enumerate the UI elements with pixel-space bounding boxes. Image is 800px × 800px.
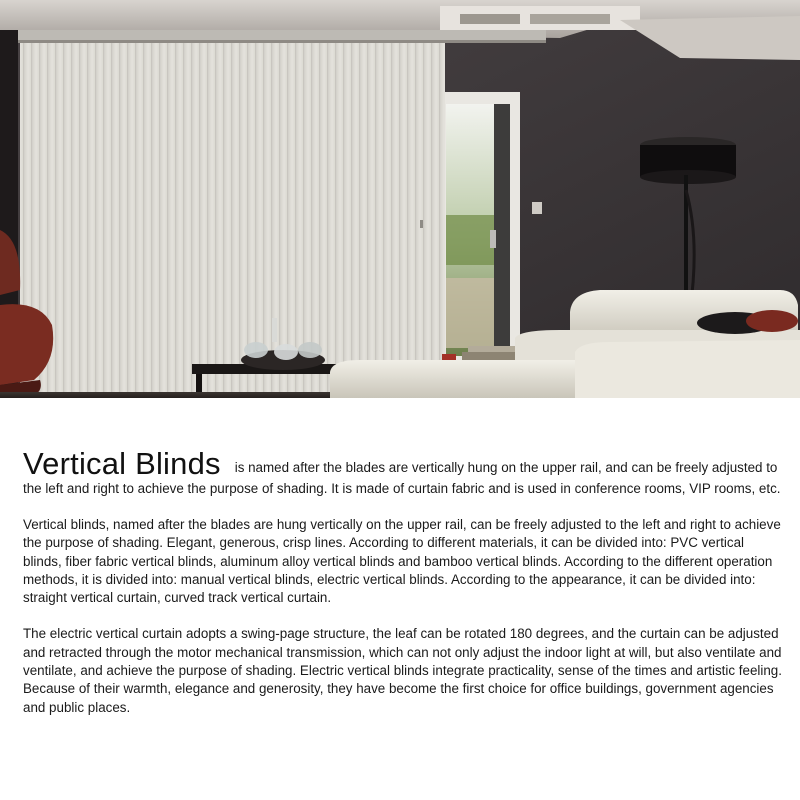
intro-paragraph bbox=[23, 448, 783, 498]
article bbox=[23, 448, 783, 717]
room-photo bbox=[0, 0, 800, 398]
page-title: Vertical Blinds bbox=[23, 446, 221, 481]
body-paragraph-electric: The electric vertical curtain adopts a swing-page structure, the leaf can be rotated 180 degrees, and the curtain can be adjusted and retracted through the motor mechanical transmission, which can not only adjust the indoor light at will, but also ventilate and ventilate, and achieve the purpose of shading. Electric vertical blinds integrate practicality, sense of the times and artistic feeling. Because of their warmth, elegance and generosity, they have become the first choice for office buildings, government agencies and public places. bbox=[23, 626, 782, 715]
body-paragraph-materials: Vertical blinds, named after the blades are hung vertically on the upper rail, can be freely adjusted to the left and right to achieve the purpose of shading. Elegant, generous, crisp lines. According to different materials, it can be divided into: PVC vertical blinds, fiber fabric vertical blinds, aluminum alloy vertical blinds and bamboo vertical blinds. According to the different operation methods, it is divided into: manual vertical blinds, electric vertical blinds. According to the appearance, it can be divided into: straight vertical curtain, curved track vertical curtain. bbox=[23, 517, 781, 606]
intro-text: is named after the blades are vertically hung on the upper rail, and can be freely adjusted to the left and right to achieve the purpose of shading. It is made of curtain fabric and is used in conference rooms, VIP rooms, etc. bbox=[23, 460, 781, 496]
